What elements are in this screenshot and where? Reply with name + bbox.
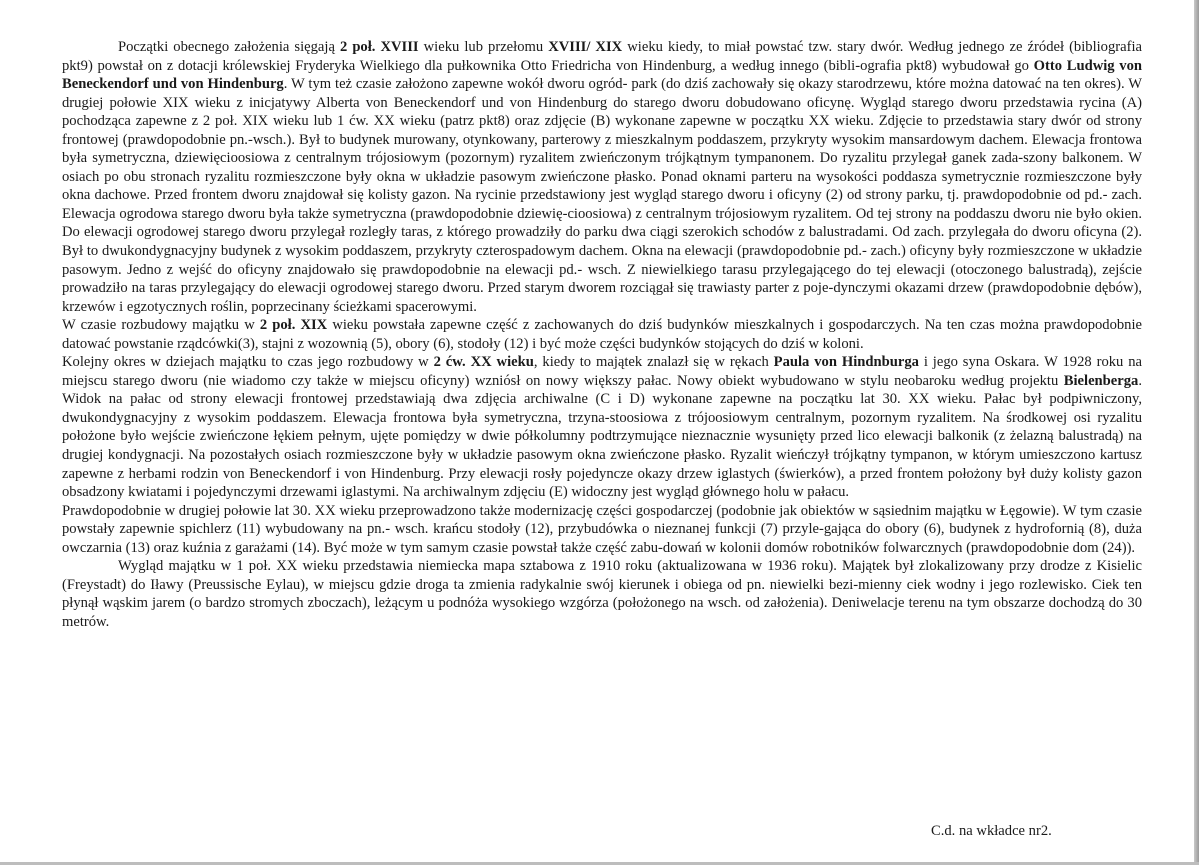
document-body bbox=[62, 38, 1142, 632]
bold-text-segment: XVIII/ XIX bbox=[548, 39, 623, 55]
text-segment: Prawdopodobnie w drugiej połowie lat 30. XX wieku przeprowadzono także modernizację części gospodarczej (podobnie jak obiektów w sąsiednim majątku w Łęgowie). W tym czasie powstały zapewnie spichlerz (11) wybudowany na pn.- wsch. krańcu stodoły (12), przybudówka o nieznanej funkcji (7) przyle-gająca do obory (6), budynek z hydrofornią (8), duża owczarnia (13) oraz kuźnia z garażami (14). Być może w tym samym czasie powstał także część zabu-dowań w kolonii domów robotników folwarcznych (prawdopodobnie dom (24)). bbox=[62, 502, 1142, 556]
bold-text-segment: Paula von Hindnburga bbox=[773, 354, 919, 371]
text-segment: , kiedy to majątek znalazł się w rękach bbox=[533, 354, 774, 371]
paragraph bbox=[62, 316, 1142, 353]
paragraph bbox=[62, 38, 1142, 316]
bold-text-segment: 2 ćw. XX wieku bbox=[433, 354, 534, 371]
text-segment: . W tym też czasie założono zapewne wokół dworu ogród- park (do dziś zachowały się okazy starodrzewu, które można datować na ten okres). W drugiej połowie XIX wieku z inicjatywy Alberta von Beneckendorf und von Hindenburg do starego dworu dobudowano oficynę. Wygląd starego dworu przedstawia rycina (A) pochodząca zapewne z 2 poł. XIX wieku lub 1 ćw. XX wieku (patrz pkt8) oraz zdjęcie (B) wykonane zapewne w początku XX wieku. Zdjęcie to przedstawia stary dwór od strony frontowej (prawdopodobnie pn.-wsch.). Był to budynek murowany, otynkowany, parterowy z mieszkalnym poddaszem, przykryty wysokim mansardowym dachem. Elewacja frontowa była symetryczna, dziewięcioosiowa z centralnym trójosiowym (pozornym) ryzalitem zwieńczonym trójkątnym tympanonem. Do ryzalitu przylegał ganek zada-szony balkonem. W osiach po obu stronach ryzalitu rozmieszczone były okna w układzie pasowym zwieńczone płasko. Ponad oknami parteru na wysokości poddasza symetrycznie rozmieszczone były okna dachowe. Przed frontem dworu znajdował się kolisty gazon. Na rycinie przedstawiony jest wygląd starego dworu i oficyny (2) od strony parku, tj. prawdopodobnie od pd.- zach. Elewacja ogrodowa starego dworu była także symetryczna (prawdopodobnie dziewię-cioosiowa) z centralnym trójosiowym ryzalitem. Od tej strony na poddaszu dworu nie było okien. Do elewacji ogrodowej starego dworu przylegał rozległy taras, z którego prowadziły do parku dwa ciągi szerokich schodów z balustradami. Od zach. przylegała do dworu oficyna (2). Był to dwukondygnacyjny budynek z wysokim poddaszem, przykryty czterospadowym dachem. Okna na elewacji (prawdopodobnie pd.- zach.) oficyny były rozmieszczone w układzie pasowym. Jedno z wejść do oficyny znajdowało się prawdopodobnie na elewacji pd.- wsch. Z niewielkiego tarasu przylegającego do tej elewacji (otoczonego balustradą), zejście prowadziło na taras przylegający do elewacji ogrodowej starego dworu. Przed starym dworem rozciągał się trawiasty parter z poje-dynczymi okazami drzew (prawdopodobnie dębów), krzewów i egzotycznych roślin, poprzecinany ścieżkami spacerowymi. bbox=[62, 76, 1142, 315]
text-segment: wieku powstała zapewne część z zachowanych do dziś budynków mieszkalnych i gospodarczych. Na ten czas można prawdopodobnie datować powstanie rządcówki(3), stajni z wozownią (5), obory (6), stodoły (12) i być może części budynków stojących do dziś w koloni. bbox=[62, 317, 1143, 352]
text-segment: i jego syna Oskara. W 1928 roku na miejscu starego dworu (nie wiadomo czy także w miejscu oficyny) wzniósł on nowy większy pałac. Nowy obiekt wybudowano w stylu neobaroku według projektu bbox=[62, 354, 1143, 389]
paragraph bbox=[62, 557, 1142, 631]
continuation-note: C.d. na wkładce nr2. bbox=[931, 823, 1052, 839]
bold-text-segment: Bielenberga bbox=[1063, 372, 1139, 389]
bold-text-segment: 2 poł. XVIII bbox=[339, 39, 419, 55]
paragraph bbox=[62, 353, 1142, 501]
text-segment: wieku lub przełomu bbox=[418, 39, 549, 55]
paragraph bbox=[62, 502, 1142, 558]
bold-text-segment: Otto Ludwig von Beneckendorf und von Hindenburg bbox=[62, 57, 1142, 93]
text-segment: Kolejny okres w dziejach majątku to czas jego rozbudowy w bbox=[62, 354, 434, 371]
text-segment: Początki obecnego założenia sięgają bbox=[118, 39, 340, 55]
scan-page-edge bbox=[1194, 0, 1199, 865]
text-segment: wieku kiedy, to miał powstać tzw. stary dwór. Według jednego ze źródeł (bibliografia pkt9) powstał on z dotacji królewskiej Fryderyka Wielkiego dla pułkownika Otto Friedricha von Hindenburg, a według innego (bibli-ografia pkt8) wybudował go bbox=[62, 39, 1143, 74]
text-segment: Wygląd majątku w 1 poł. XX wieku przedstawia niemiecka mapa sztabowa z 1910 roku (aktualizowana w 1936 roku). Majątek był zlokalizowany przy drodze z Kisielic (Freystadt) do Iławy (Preussische Eylau), w miejscu gdzie droga ta zmienia radykalnie swój kierunek i obiega od pn. niewielki bezi-mienny ciek wodny i jego rozlewisko. Ciek ten płynął wąskim jarem (o bardzo stromych zboczach), leżącym u podnóża wysokiego wzgórza (położonego na wsch. od założenia). Deniwelacje terenu na tym obszarze dochodzą do 30 metrów. bbox=[62, 558, 1142, 630]
text-segment: W czasie rozbudowy majątku w bbox=[62, 317, 260, 334]
bold-text-segment: 2 poł. XIX bbox=[259, 317, 328, 334]
text-segment: . Widok na pałac od strony elewacji frontowej przedstawiają dwa zdjęcia archiwalne (C i D) wykonane zapewne na początku lat 30. XX wieku. Pałac był podpiwniczony, dwukondygnacyjny z wysokim poddaszem. Elewacja frontowa była symetryczna, trzyna-stoosiowa z trójoosiowym centralnym, pozornym ryzalitem. Na środkowej osi ryzalitu położone było wejście zwieńczone łękiem pełnym, ujęte pomiędzy w dwie półkolumny podtrzymujące nieznacznie wysunięty przed lico elewacji balkonik (z żelazną balustradą) na drugiej kondygnacji. Na pozostałych osiach rozmieszczone były w układzie pasowym okna zwieńczone płasko. Ryzalit wieńczył trójkątny tympanon, w którym umieszczono kartusz zapewne z herbami rodzin von Beneckendorf i von Hindenburg. Przy elewacji rosły pojedyncze okazy drzew iglastych (świerków), a przed frontem położony był duży kolisty gazon obsadzony kwiatami i pojedynczymi drzewami iglastymi. Na archiwalnym zdjęciu (E) widoczny jest wygląd głównego holu w pałacu. bbox=[62, 372, 1142, 501]
